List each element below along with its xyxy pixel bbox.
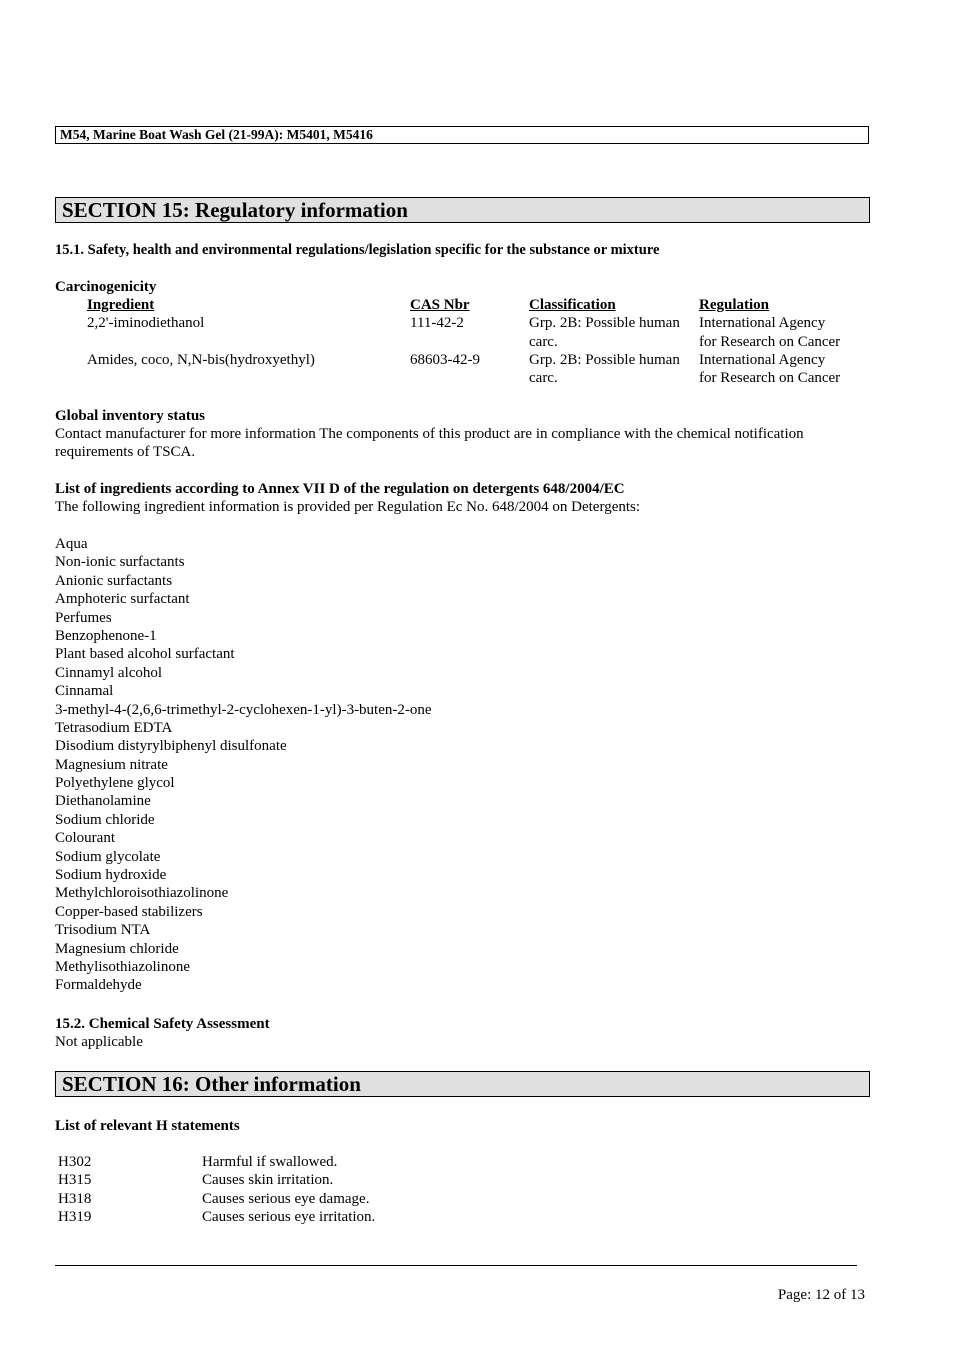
annex-intro: The following ingredient information is provided per Regulation Ec No. 648/2004 on Detergents:: [55, 499, 641, 515]
cell-cas: 111-42-2: [410, 315, 464, 331]
list-item: Cinnamal: [55, 683, 114, 700]
list-item: Magnesium chloride: [55, 940, 179, 957]
subsection-15-1-heading: 15.1. Safety, health and environmental regulations/legislation specific for the substance or mixture: [55, 242, 660, 258]
h-code: H318: [58, 1191, 92, 1207]
cell-regulation: International Agency: [699, 352, 826, 368]
ingredient-list: [55, 535, 432, 995]
list-item: Perfumes: [55, 609, 112, 626]
h-code: H319: [58, 1209, 92, 1225]
h-text: Causes serious eye damage.: [202, 1191, 370, 1207]
list-item: Trisodium NTA: [55, 922, 151, 939]
cell-ingredient: Amides, coco, N,N-bis(hydroxyethyl): [87, 352, 315, 368]
list-item: Tetrasodium EDTA: [55, 719, 173, 736]
list-item: Colourant: [55, 830, 115, 847]
list-item: Sodium chloride: [55, 811, 155, 828]
h-text: Causes serious eye irritation.: [202, 1209, 376, 1225]
cell-cas: 68603-42-9: [410, 352, 480, 368]
list-item: Anionic surfactants: [55, 572, 173, 589]
list-item: Diethanolamine: [55, 793, 151, 810]
h-code: H315: [58, 1172, 92, 1188]
list-item: Plant based alcohol surfactant: [55, 646, 235, 663]
col-header-cas: CAS Nbr: [410, 297, 470, 313]
list-item: Non-ionic surfactants: [55, 554, 185, 571]
global-inventory-text: Contact manufacturer for more information The components of this product are in compliance with the chemical notification: [55, 426, 804, 442]
list-item: Amphoteric surfactant: [55, 591, 190, 608]
footer-divider: [55, 1265, 857, 1266]
cell-ingredient: 2,2'-iminodiethanol: [87, 315, 205, 331]
list-item: Formaldehyde: [55, 977, 142, 994]
list-item: Methylchloroisothiazolinone: [55, 885, 229, 902]
col-header-classification: Classification: [529, 297, 616, 313]
cell-classification: Grp. 2B: Possible human: [529, 315, 680, 331]
section-15-title: SECTION 15: Regulatory information: [55, 197, 870, 223]
cell-classification-cont: carc.: [529, 334, 558, 350]
h-text: Causes skin irritation.: [202, 1172, 334, 1188]
cell-classification-cont: carc.: [529, 370, 558, 386]
list-item: Disodium distyrylbiphenyl disulfonate: [55, 738, 287, 755]
h-text: Harmful if swallowed.: [202, 1154, 338, 1170]
list-item: Sodium hydroxide: [55, 867, 167, 884]
page-number: Page: 12 of 13: [777, 1287, 865, 1303]
document-header: M54, Marine Boat Wash Gel (21-99A): M5401, M5416: [55, 126, 869, 144]
list-item: Benzophenone-1: [55, 627, 157, 644]
carcinogenicity-heading: Carcinogenicity: [55, 279, 157, 295]
list-item: Copper-based stabilizers: [55, 903, 203, 920]
chemical-safety-text: Not applicable: [55, 1034, 143, 1050]
col-header-ingredient: Ingredient: [87, 297, 155, 313]
cell-classification: Grp. 2B: Possible human: [529, 352, 680, 368]
list-item: Sodium glycolate: [55, 848, 161, 865]
cell-regulation: International Agency: [699, 315, 826, 331]
h-statements-heading: List of relevant H statements: [55, 1118, 240, 1134]
col-header-regulation: Regulation: [699, 297, 770, 313]
list-item: Magnesium nitrate: [55, 756, 168, 773]
global-inventory-heading: Global inventory status: [55, 408, 206, 424]
list-item: Polyethylene glycol: [55, 775, 175, 792]
list-item: 3-methyl-4-(2,6,6-trimethyl-2-cyclohexen-1-yl)-3-buten-2-one: [55, 701, 432, 718]
section-16-title: SECTION 16: Other information: [55, 1071, 870, 1097]
list-item: Cinnamyl alcohol: [55, 664, 163, 681]
cell-regulation-cont: for Research on Cancer: [699, 370, 841, 386]
annex-heading: List of ingredients according to Annex VII D of the regulation on detergents 648/2004/EC: [55, 481, 625, 497]
cell-regulation-cont: for Research on Cancer: [699, 334, 841, 350]
global-inventory-text-cont: requirements of TSCA.: [55, 444, 196, 460]
h-code: H302: [58, 1154, 92, 1170]
list-item: Methylisothiazolinone: [55, 958, 190, 975]
subsection-15-2-heading: 15.2. Chemical Safety Assessment: [55, 1016, 270, 1032]
list-item: Aqua: [55, 536, 88, 552]
